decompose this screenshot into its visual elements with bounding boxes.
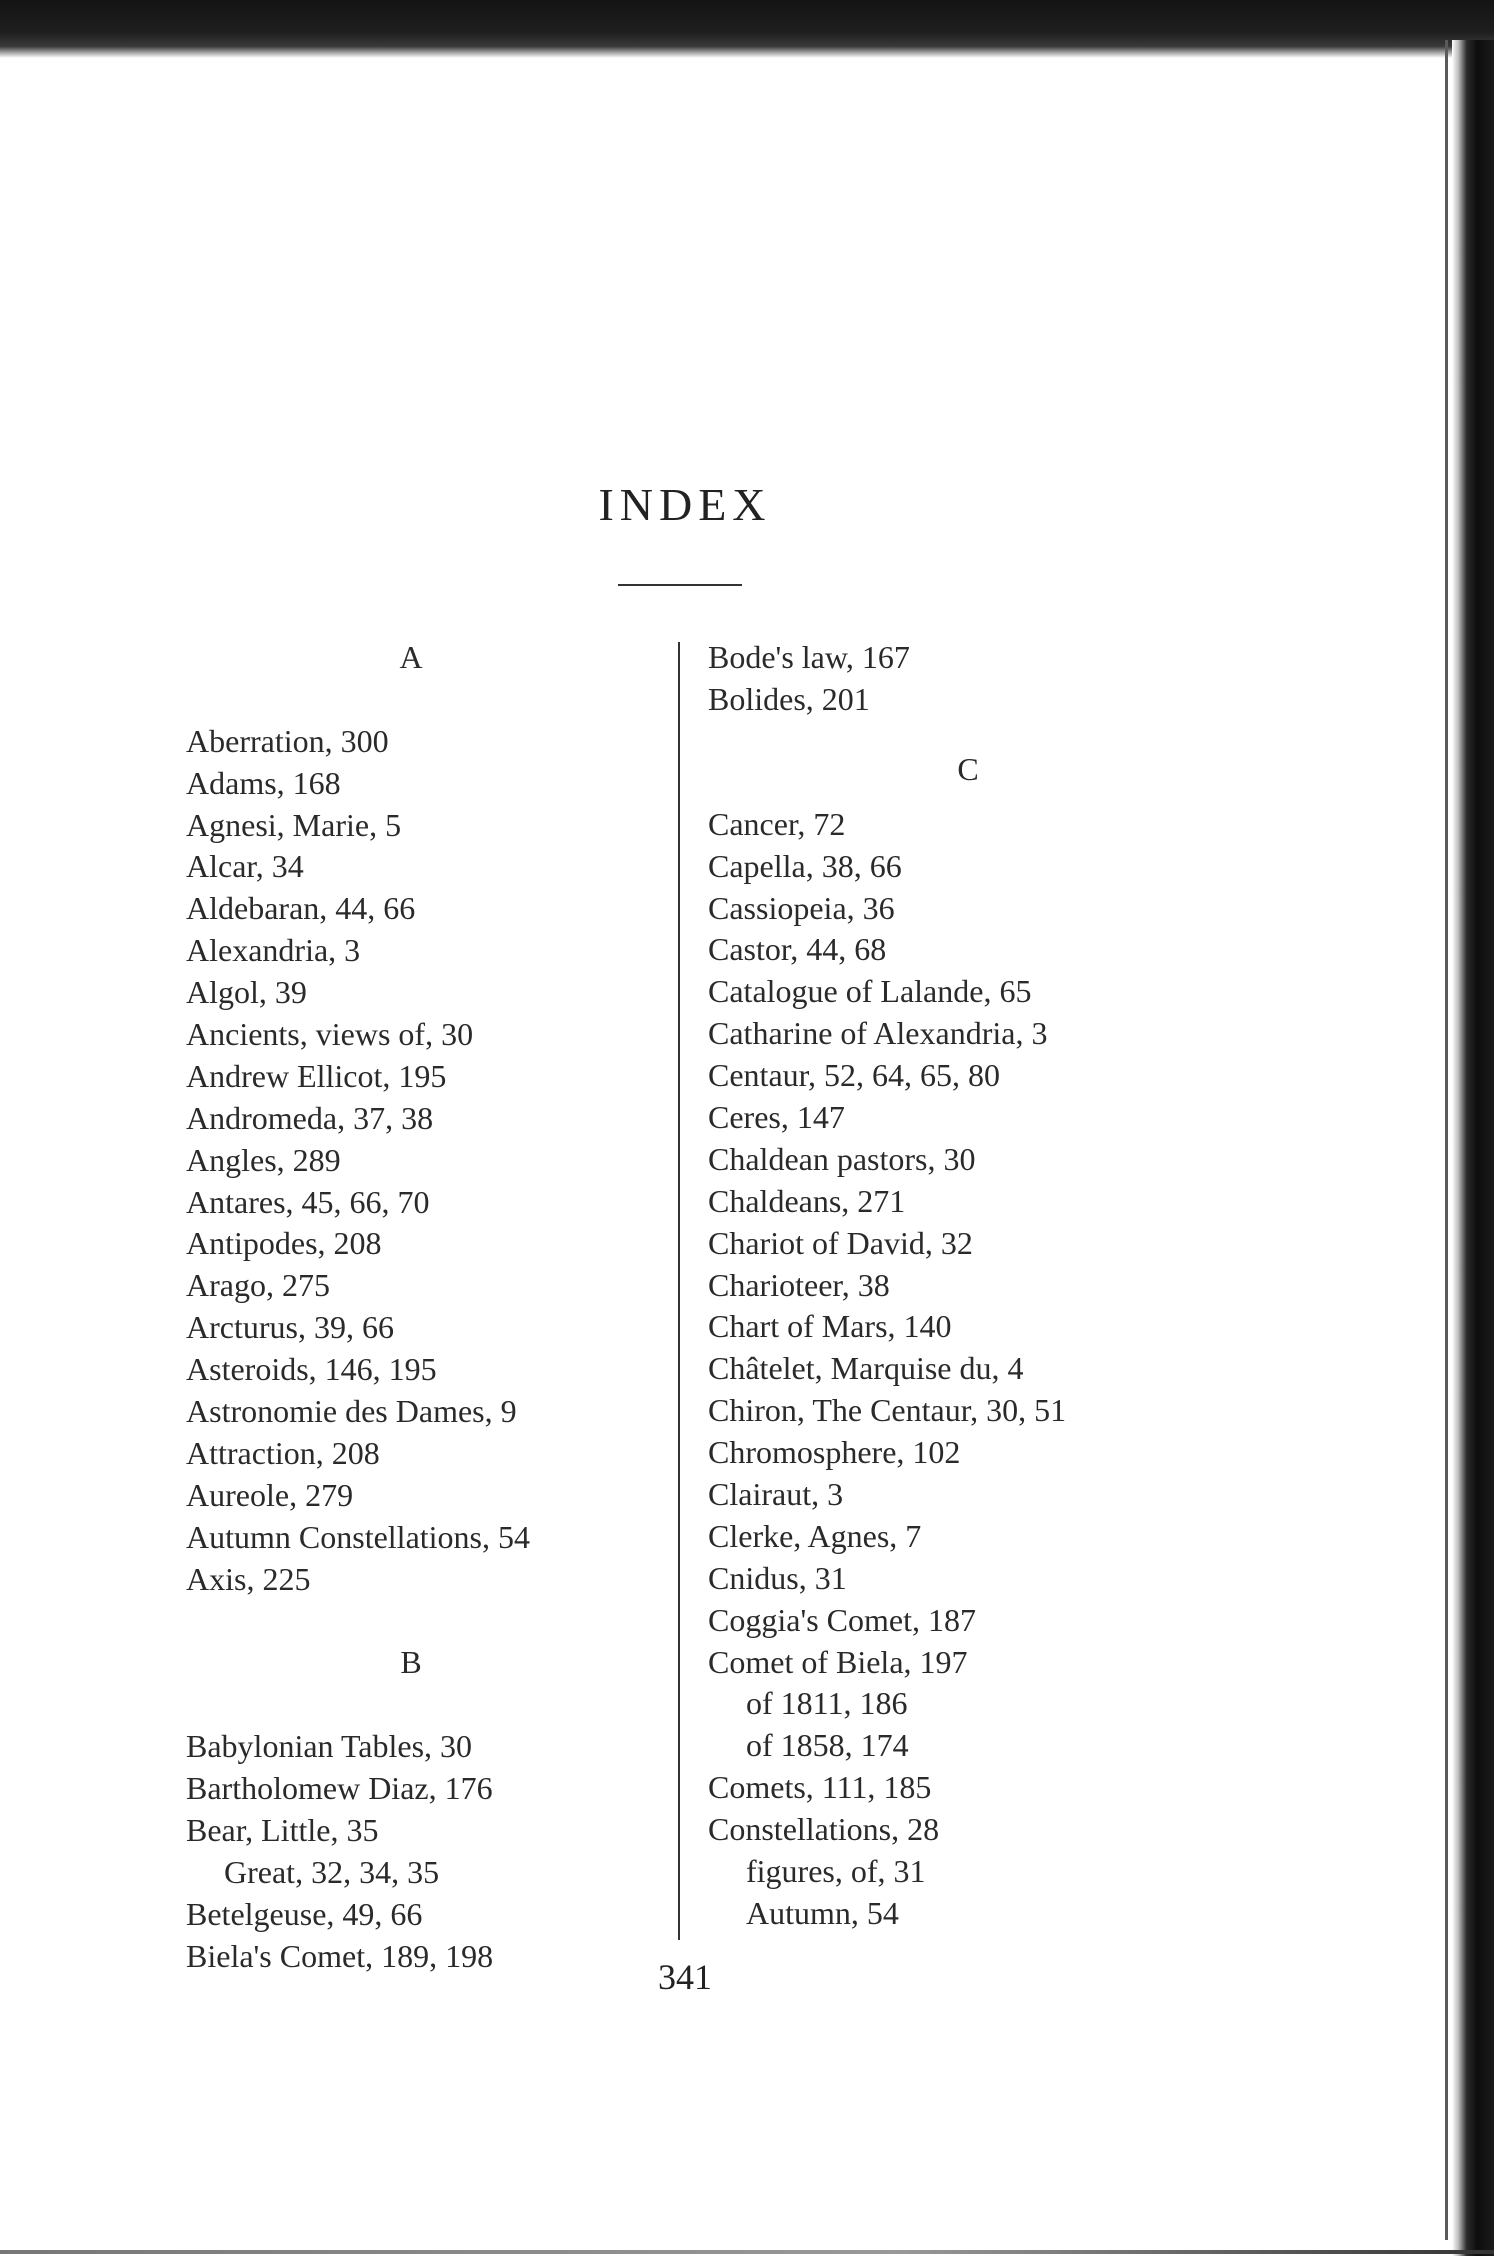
index-entry: Catharine of Alexandria, 3: [708, 1015, 1048, 1052]
index-entry: Aldebaran, 44, 66: [186, 890, 416, 927]
scan-right-edge-line: [1445, 40, 1448, 2240]
index-entry: Coggia's Comet, 187: [708, 1601, 976, 1638]
section-gap: [186, 1601, 656, 1643]
index-subentry: Great, 32, 34, 35: [224, 1853, 440, 1890]
index-entry: Cancer, 72: [708, 805, 846, 842]
index-entry: Ceres, 147: [708, 1099, 845, 1136]
page-number: 341: [658, 1957, 712, 1997]
index-entry: Biela's Comet, 189, 198: [186, 1937, 494, 1974]
index-entry: Algol, 39: [186, 974, 307, 1011]
index-entry: Comets, 111, 185: [708, 1769, 932, 1806]
index-entry: Chromosphere, 102: [708, 1434, 961, 1471]
index-entry: Andrew Ellicot, 195: [186, 1057, 447, 1094]
index-entry: Catalogue of Lalande, 65: [708, 973, 1032, 1010]
index-entry: Castor, 44, 68: [708, 931, 887, 968]
index-column-left: [186, 637, 656, 1978]
section-letter-c: C: [957, 750, 979, 787]
index-entry: Alexandria, 3: [186, 932, 361, 969]
section-letter-a: A: [399, 639, 423, 675]
index-entry: Antares, 45, 66, 70: [186, 1183, 430, 1220]
index-subentry: of 1858, 174: [746, 1727, 909, 1764]
index-entry: Adams, 168: [186, 764, 341, 801]
index-entry: Clerke, Agnes, 7: [708, 1517, 922, 1554]
index-entry: Arago, 275: [186, 1267, 330, 1304]
index-entry: Arcturus, 39, 66: [186, 1309, 394, 1346]
scan-bottom-edge: [0, 2250, 1494, 2254]
index-entry: Chariot of David, 32: [708, 1224, 973, 1261]
index-entry: Chiron, The Centaur, 30, 51: [708, 1392, 1067, 1429]
index-entry: Comet of Biela, 197: [708, 1643, 968, 1680]
index-entry: Babylonian Tables, 30: [186, 1728, 473, 1765]
index-entry: Axis, 225: [186, 1560, 311, 1597]
index-entry: Andromeda, 37, 38: [186, 1099, 434, 1136]
index-entry: Châtelet, Marquise du, 4: [708, 1350, 1024, 1387]
index-entry: Autumn Constellations, 54: [186, 1518, 530, 1555]
index-entry: Chart of Mars, 140: [708, 1308, 952, 1345]
index-entry: Ancients, views of, 30: [186, 1016, 474, 1053]
index-column-right: [708, 637, 1228, 1935]
section-gap: [708, 721, 1228, 749]
index-entry: Cnidus, 31: [708, 1559, 847, 1596]
index-entry: Betelgeuse, 49, 66: [186, 1895, 423, 1932]
index-entry: Agnesi, Marie, 5: [186, 806, 402, 843]
index-entry: Aureole, 279: [186, 1476, 354, 1513]
index-entry: Bode's law, 167: [708, 639, 910, 675]
index-entry: Bolides, 201: [708, 680, 870, 717]
index-entry: Alcar, 34: [186, 848, 304, 885]
index-entry: Antipodes, 208: [186, 1225, 382, 1262]
index-entry: Astronomie des Dames, 9: [186, 1393, 517, 1430]
index-entry: Capella, 38, 66: [708, 847, 902, 884]
title-rule: [618, 584, 742, 586]
index-entry: Asteroids, 146, 195: [186, 1351, 437, 1388]
index-entry: Angles, 289: [186, 1141, 341, 1178]
index-entry: Bear, Little, 35: [186, 1811, 379, 1848]
index-entry: Cassiopeia, 36: [708, 889, 895, 926]
index-entry: Chaldeans, 271: [708, 1182, 906, 1219]
scan-right-edge: [1452, 40, 1494, 2256]
index-entry: Aberration, 300: [186, 722, 389, 759]
index-entry: Bartholomew Diaz, 176: [186, 1770, 493, 1807]
index-entry: Centaur, 52, 64, 65, 80: [708, 1057, 1001, 1094]
index-subentry: Autumn, 54: [746, 1894, 899, 1931]
index-subentry: figures, of, 31: [746, 1853, 926, 1890]
index-entry: Clairaut, 3: [708, 1476, 844, 1513]
page-title: INDEX: [598, 479, 772, 530]
index-subentry: of 1811, 186: [746, 1685, 908, 1722]
index-entry: Constellations, 28: [708, 1811, 940, 1848]
index-entry: Charioteer, 38: [708, 1266, 890, 1303]
index-entry: Attraction, 208: [186, 1434, 380, 1471]
scan-top-edge: [0, 0, 1494, 58]
index-entry: Chaldean pastors, 30: [708, 1140, 976, 1177]
column-divider: [678, 642, 680, 1940]
section-letter-b: B: [400, 1644, 422, 1681]
